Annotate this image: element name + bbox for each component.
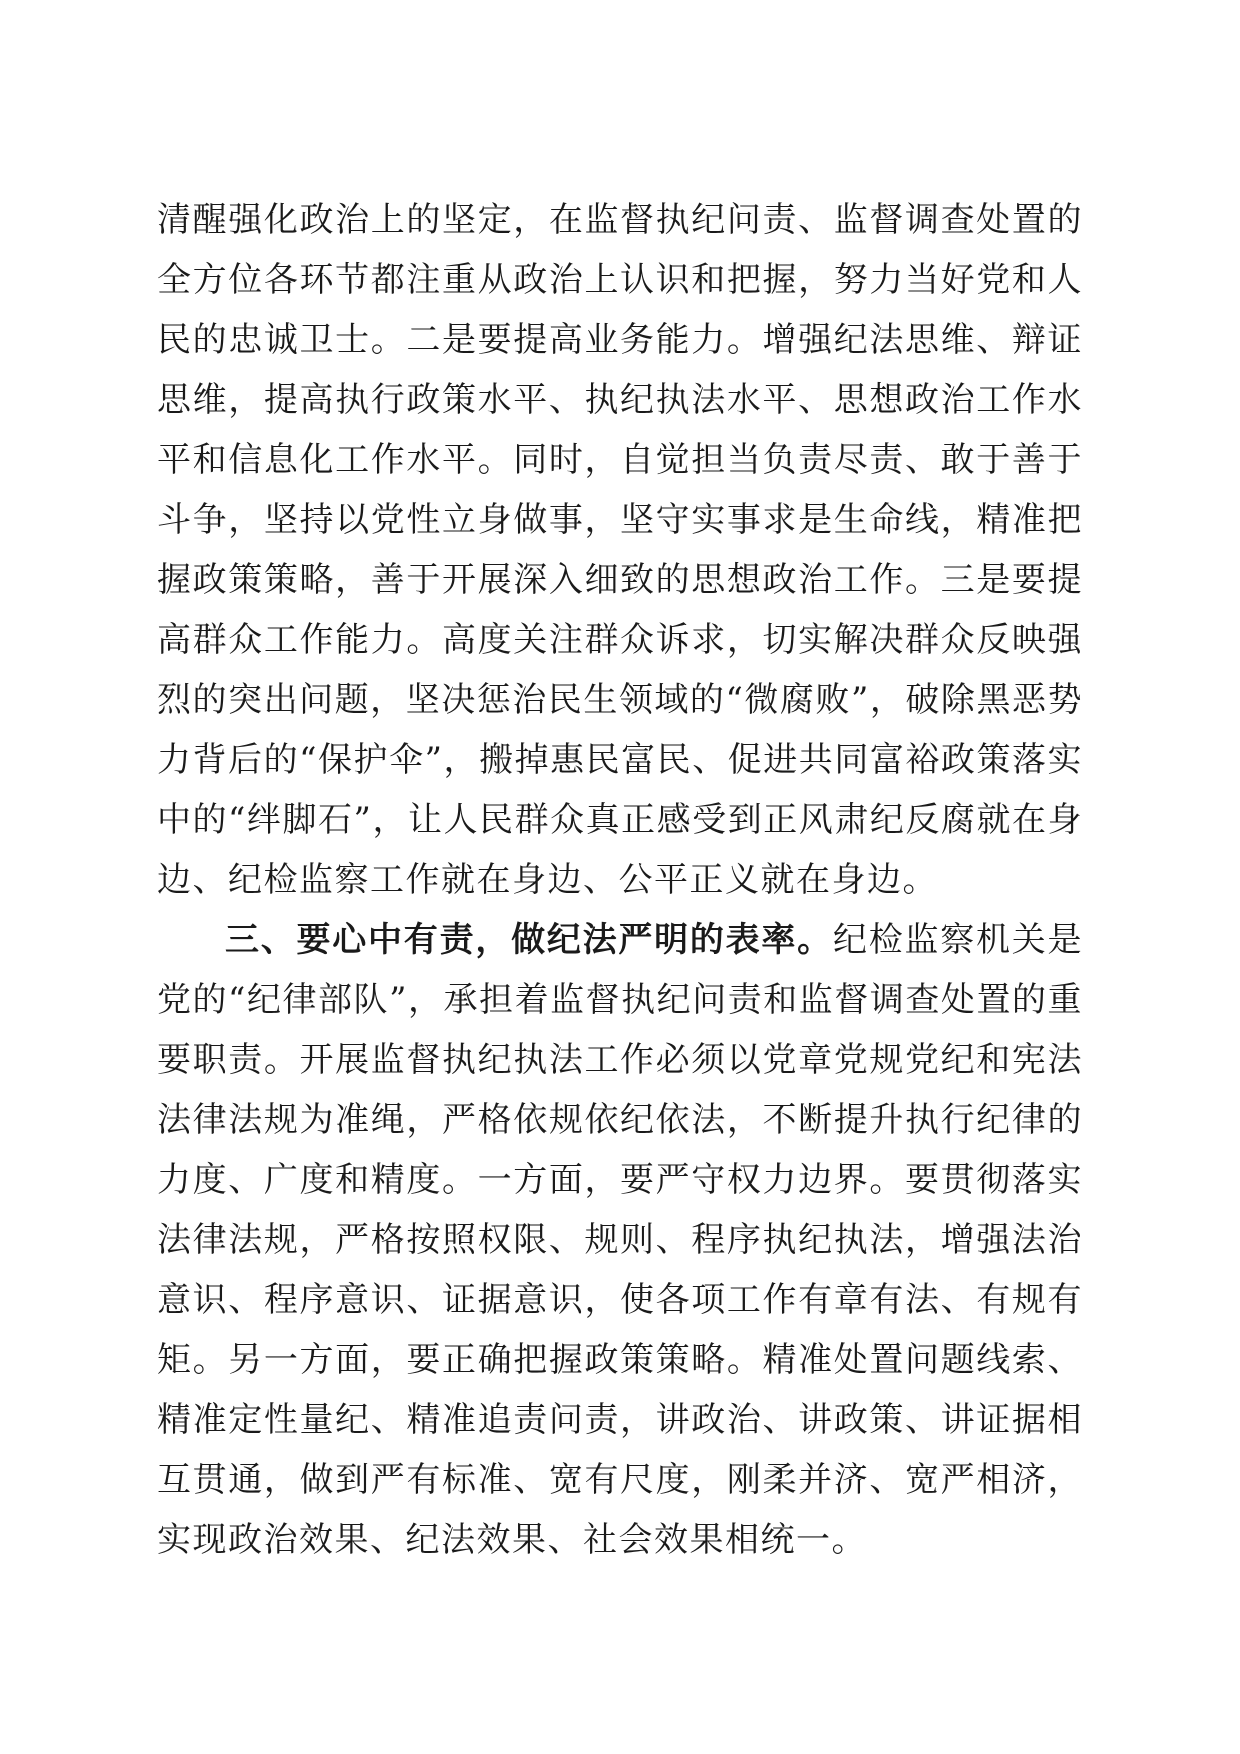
section-body-text: 纪检监察机关是党的“纪律部队”，承担着监督执纪问责和监督调查处置的重要职责。开展监督执纪执法工作必须以党章党规党纪和宪法法律法规为准绳，严格依规依纪依法，不断提升执行纪律的力度、广度和精度。一方面，要严守权力边界。要贯彻落实法律法规，严格按照权限、规则、程序执纪执法，增强法治意识、程序意识、证据意识，使各项工作有章有法、有规有矩。另一方面，要正确把握政策策略。精准处置问题线索、精准定性量纪、精准追责问责，讲政治、讲政策、讲证据相互贯通，做到严有标准、宽有尺度，刚柔并济、宽严相济，实现政治效果、纪法效果、社会效果相统一。 <box>157 920 1084 1560</box>
document-body <box>157 190 1083 1570</box>
section-heading: 三、要心中有责，做纪法严明的表率。 <box>225 920 833 960</box>
paragraph-section-three <box>157 910 1083 1570</box>
paragraph-continuation: 清醒强化政治上的坚定，在监督执纪问责、监督调查处置的全方位各环节都注重从政治上认识和把握，努力当好党和人民的忠诚卫士。二是要提高业务能力。增强纪法思维、辩证思维，提高执行政策水平、执纪执法水平、思想政治工作水平和信息化工作水平。同时，自觉担当负责尽责、敢于善于斗争，坚持以党性立身做事，坚守实事求是生命线，精准把握政策策略，善于开展深入细致的思想政治工作。三是要提高群众工作能力。高度关注群众诉求，切实解决群众反映强烈的突出问题，坚决惩治民生领域的“微腐败”，破除黑恶势力背后的“保护伞”，搬掉惠民富民、促进共同富裕政策落实中的“绊脚石”，让人民群众真正感受到正风肃纪反腐就在身边、纪检监察工作就在身边、公平正义就在身边。 <box>157 200 1083 900</box>
